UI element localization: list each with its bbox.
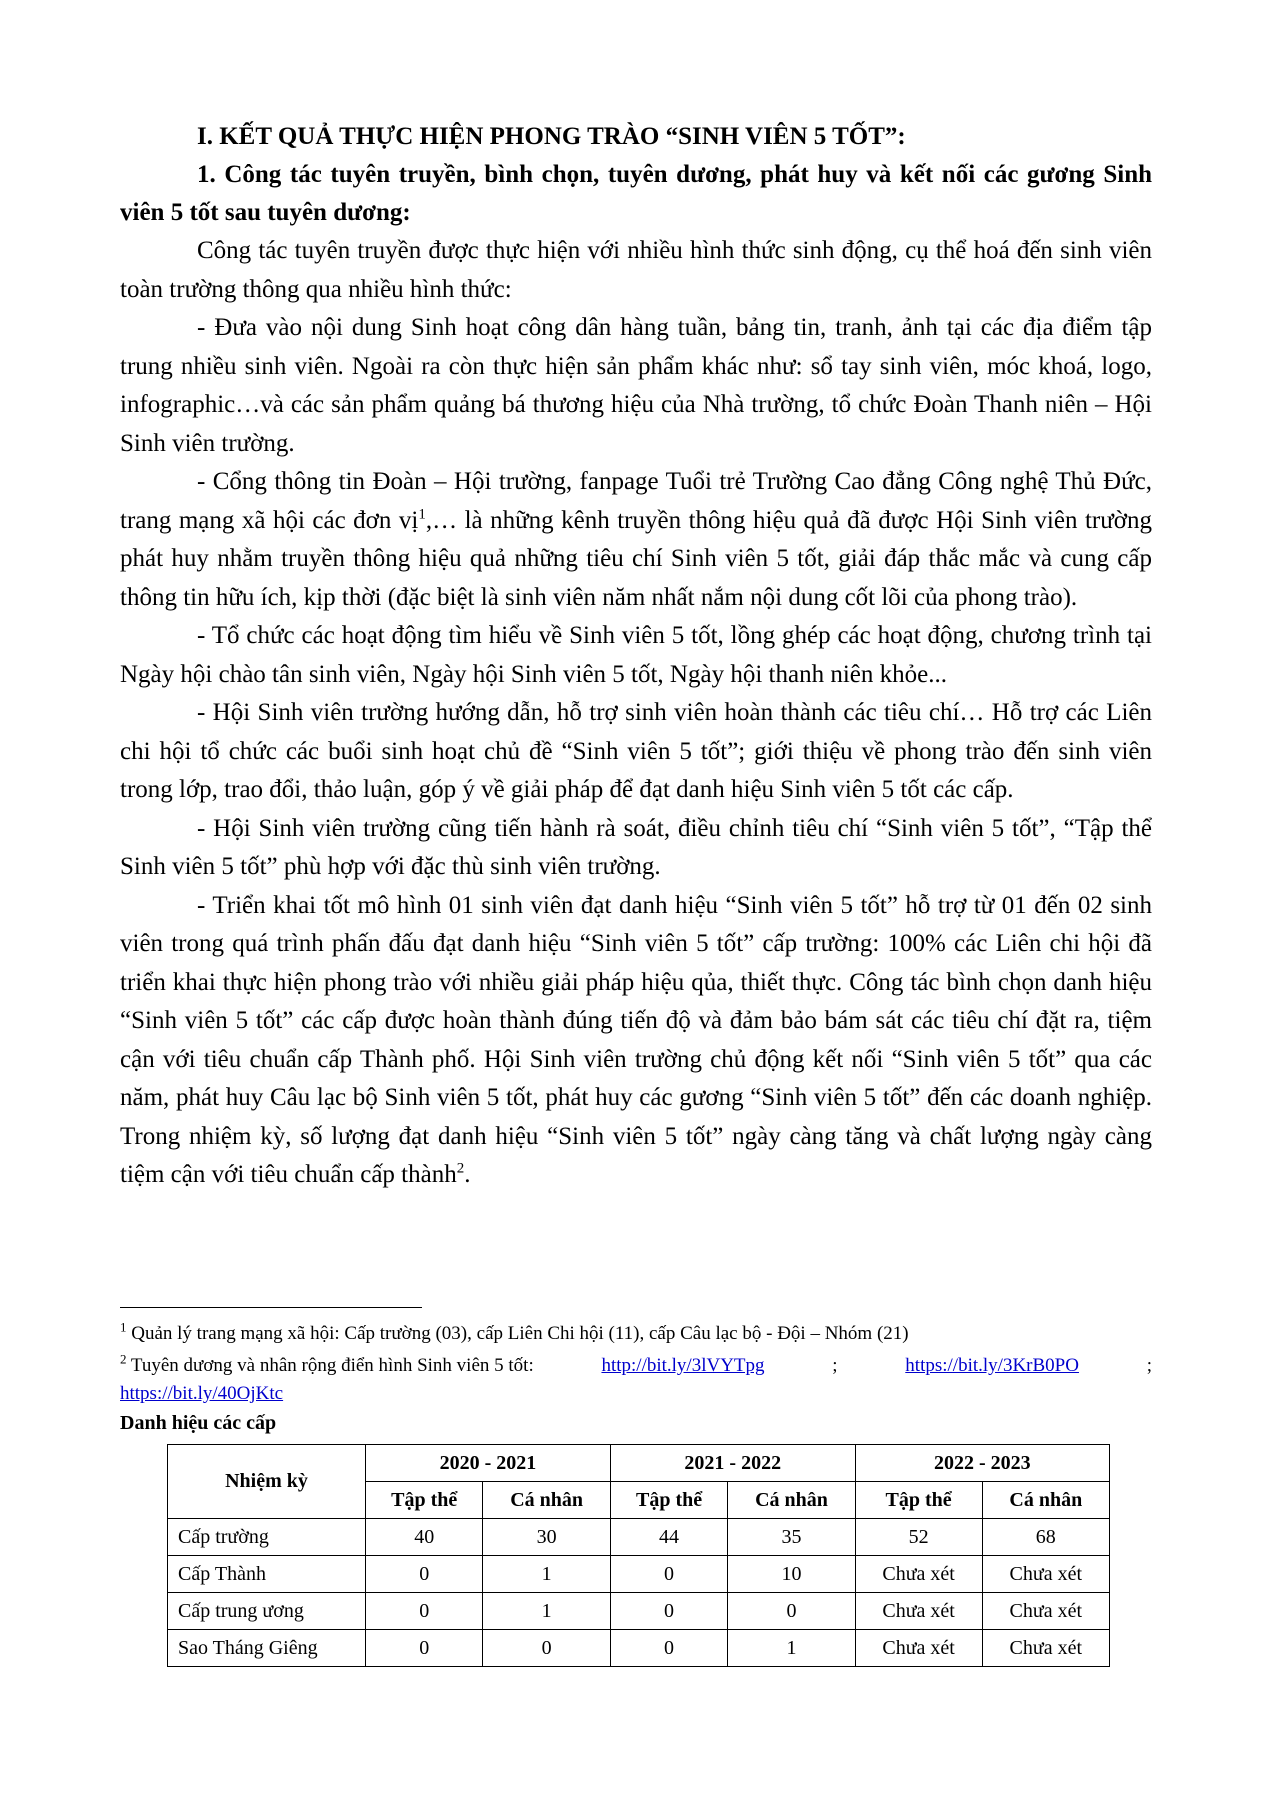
footnote-ref-2[interactable]: 2	[456, 1160, 465, 1177]
table-cell: Chưa xét	[855, 1630, 982, 1667]
table-cell: Chưa xét	[855, 1556, 982, 1593]
table-cell: 0	[610, 1593, 727, 1630]
section-heading: I. KẾT QUẢ THỰC HIỆN PHONG TRÀO “SINH VIÊN 5 TỐT”:	[197, 123, 906, 150]
row-label: Cấp trung ương	[168, 1593, 366, 1630]
footnote-mark: 1	[120, 1319, 127, 1335]
paragraph-bullet-6	[120, 887, 1152, 1195]
table-row	[168, 1519, 1110, 1556]
corner-header: Nhiệm kỳ	[168, 1445, 366, 1519]
paragraph-intro: Công tác tuyên truyền được thực hiện với nhiều hình thức sinh động, cụ thể hoá đến sinh viên toàn trường thông qua nhiều hình thức:	[120, 237, 1152, 303]
table-cell: 35	[728, 1519, 855, 1556]
table-cell: 0	[728, 1593, 855, 1630]
subheader-collective: Tập thể	[366, 1482, 483, 1519]
footnote-ref-1[interactable]: 1	[418, 506, 426, 523]
row-label: Sao Tháng Giêng	[168, 1630, 366, 1667]
table-cell: 0	[610, 1556, 727, 1593]
subheader-individual: Cá nhân	[982, 1482, 1109, 1519]
table-cell: Chưa xét	[982, 1556, 1109, 1593]
awards-table	[167, 1444, 1110, 1667]
table-cell: 1	[483, 1593, 610, 1630]
footnote-text: Tuyên dương và nhân rộng điển hình Sinh viên 5 tốt:	[130, 1355, 534, 1376]
table-cell: Chưa xét	[982, 1630, 1109, 1667]
table-cell: 44	[610, 1519, 727, 1556]
table-cell: Chưa xét	[982, 1593, 1109, 1630]
paragraph-text: ,… là những kênh truyền thông hiệu quả đã được Hội Sinh viên trường phát huy nhằm truyền thông hiệu quả những tiêu chí Sinh viên 5 tốt, giải đáp thắc mắc và cung cấp thông tin hữu ích, kịp thời (đặc biệt là sinh viên năm nhất nắm nội dung cốt lõi của phong trào).	[120, 506, 1152, 611]
table-cell: 0	[610, 1630, 727, 1667]
table-row	[168, 1630, 1110, 1667]
table-row	[168, 1556, 1110, 1593]
table-cell: 0	[483, 1630, 610, 1667]
paragraph-bullet-1: - Đưa vào nội dung Sinh hoạt công dân hàng tuần, bảng tin, tranh, ảnh tại các địa điểm tập trung nhiều sinh viên. Ngoài ra còn thực hiện sản phẩm khác như: sổ tay sinh viên, móc khoá, logo, infographic…và các sản phẩm quảng bá thương hiệu của Nhà trường, tổ chức Đoàn Thanh niên – Hội Sinh viên trường.	[120, 314, 1152, 457]
paragraph-text: - Cổng thông tin Đoàn – Hội trường, fanpage Tuổi trẻ Trường Cao đẳng Công nghệ Thủ Đức, trang mạng xã hội các đơn vị	[120, 468, 1152, 534]
paragraph-bullet-2	[120, 463, 1152, 617]
footnote-lead	[120, 1352, 534, 1380]
row-label: Cấp trường	[168, 1519, 366, 1556]
table-cell: 1	[483, 1556, 610, 1593]
table-cell: 0	[366, 1630, 483, 1667]
year-header: 2021 - 2022	[610, 1445, 855, 1482]
footnote-text: Quản lý trang mạng xã hội: Cấp trường (03), cấp Liên Chi hội (11), cấp Câu lạc bộ - Đội – Nhóm (21)	[131, 1323, 909, 1344]
footnote-1	[120, 1320, 1152, 1348]
table-cell: Chưa xét	[855, 1593, 982, 1630]
separator: ;	[1146, 1355, 1152, 1376]
subheader-collective: Tập thể	[610, 1482, 727, 1519]
table-header-row	[168, 1445, 1110, 1482]
table-cell: 0	[366, 1593, 483, 1630]
footnote-link-3[interactable]: https://bit.ly/40OjKtc	[120, 1383, 284, 1404]
table-cell: 30	[483, 1519, 610, 1556]
table-cell: 0	[366, 1556, 483, 1593]
footnote-mark: 2	[120, 1351, 127, 1367]
subsection-heading: 1. Công tác tuyên truyền, bình chọn, tuyên dương, phát huy và kết nối các gương Sinh viên 5 tốt sau tuyên dương:	[120, 161, 1152, 226]
footnote-separator	[120, 1307, 422, 1308]
document-body	[120, 118, 1152, 1195]
paragraph-bullet-5: - Hội Sinh viên trường cũng tiến hành rà soát, điều chỉnh tiêu chí “Sinh viên 5 tốt”, “Tập thể Sinh viên 5 tốt” phù hợp với đặc thù sinh viên trường.	[120, 814, 1152, 880]
year-header: 2020 - 2021	[366, 1445, 611, 1482]
paragraph-bullet-4: - Hội Sinh viên trường hướng dẫn, hỗ trợ sinh viên hoàn thành các tiêu chí… Hỗ trợ các Liên chi hội tổ chức các buổi sinh hoạt chủ đề “Sinh viên 5 tốt”; giới thiệu về phong trào đến sinh viên trong lớp, trao đổi, thảo luận, góp ý về giải pháp để đạt danh hiệu Sinh viên 5 tốt các cấp.	[120, 699, 1152, 803]
table-caption: Danh hiệu các cấp	[120, 1412, 277, 1434]
table-cell: 1	[728, 1630, 855, 1667]
subheader-individual: Cá nhân	[483, 1482, 610, 1519]
footnote-link-1[interactable]: http://bit.ly/3lVYTpg	[601, 1355, 765, 1376]
footnote-link-2[interactable]: https://bit.ly/3KrB0PO	[905, 1355, 1079, 1376]
footnote-line	[120, 1352, 1152, 1380]
footnote-2	[120, 1352, 1152, 1408]
table-cell: 40	[366, 1519, 483, 1556]
table-cell: 68	[982, 1519, 1109, 1556]
paragraph-text: .	[464, 1161, 471, 1188]
table-cell: 52	[855, 1519, 982, 1556]
paragraph-text: - Triển khai tốt mô hình 01 sinh viên đạt danh hiệu “Sinh viên 5 tốt” hỗ trợ từ 01 đến 02 sinh viên trong quá trình phấn đấu đạt danh hiệu “Sinh viên 5 tốt” cấp trường: 100% các Liên chi hội đã triển khai thực hiện phong trào với nhiều giải pháp hiệu qủa, thiết thực. Công tác bình chọn danh hiệu “Sinh viên 5 tốt” các cấp được hoàn thành đúng tiến độ và đảm bảo bám sát các tiêu chí đặt ra, tiệm cận với tiêu chuẩn cấp Thành phố. Hội Sinh viên trường chủ động kết nối “Sinh viên 5 tốt” qua các năm, phát huy Câu lạc bộ Sinh viên 5 tốt, phát huy các gương “Sinh viên 5 tốt” đến các doanh nghiệp. Trong nhiệm kỳ, số lượng đạt danh hiệu “Sinh viên 5 tốt” ngày càng tăng và chất lượng ngày càng tiệm cận với tiêu chuẩn cấp thành	[120, 891, 1152, 1188]
paragraph-bullet-3: - Tổ chức các hoạt động tìm hiểu về Sinh viên 5 tốt, lồng ghép các hoạt động, chương trình tại Ngày hội chào tân sinh viên, Ngày hội Sinh viên 5 tốt, Ngày hội thanh niên khỏe...	[120, 622, 1152, 688]
row-label: Cấp Thành	[168, 1556, 366, 1593]
separator: ;	[832, 1355, 838, 1376]
subheader-collective: Tập thể	[855, 1482, 982, 1519]
subheader-individual: Cá nhân	[728, 1482, 855, 1519]
table-cell: 10	[728, 1556, 855, 1593]
table-row	[168, 1593, 1110, 1630]
year-header: 2022 - 2023	[855, 1445, 1109, 1482]
